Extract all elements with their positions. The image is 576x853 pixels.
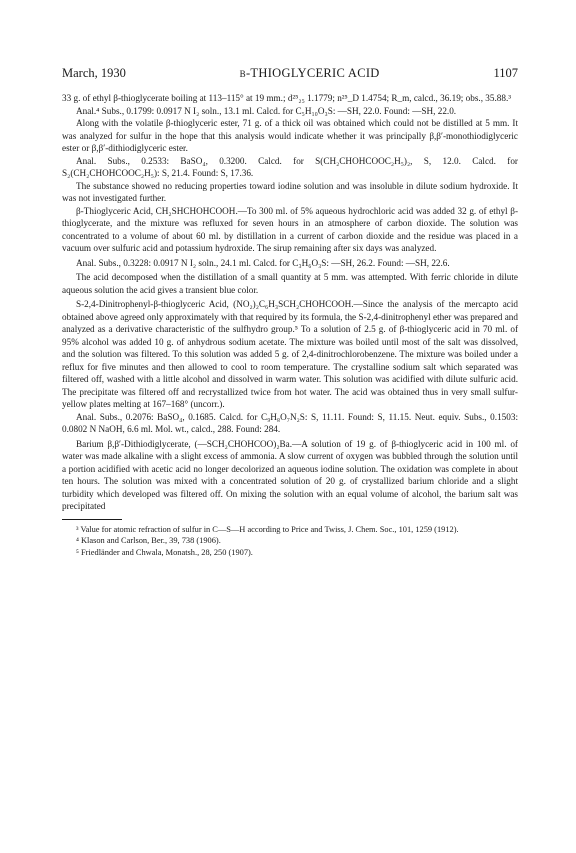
- footnotes: [62, 524, 518, 559]
- analysis-paragraph: Anal. Subs., 0.3228: 0.0917 N I₂ soln., 24.1 ml. Calcd. for C₃H₆O₃S: —SH, 26.2. Found: —SH, 22.6.: [76, 257, 450, 268]
- header-title: β-THIOGLYCERIC ACID: [239, 66, 380, 80]
- analysis-paragraph: Anal. Subs., 0.2076: BaSO₄, 0.1685. Calcd. for C₉H₈O₇N₂S: S, 11.11. Found: S, 11.15. Neut. equiv. Subs., 0.1503: 0.0802 N NaOH, 6.6 ml. Mol. wt., calcd., 288. Found: 284.: [62, 411, 518, 434]
- analysis-paragraph: Anal.⁴ Subs., 0.1799: 0.0917 N I₂ soln., 13.1 ml. Calcd. for C₅H₁₀O₃S: —SH, 22.0. Found: —SH, 22.0.: [76, 105, 457, 116]
- paragraph: Along with the volatile β-thioglyceric ester, 71 g. of a thick oil was obtained which could not be distilled at 5 mm. It was analyzed for sulfur in the hope that this analysis would indicate whether it was principally β,β′-monothiodiglyceric ester or β,β′-dithiodiglyceric ester.: [62, 118, 518, 153]
- footnote: ⁴ Klason and Carlson, Ber., 39, 738 (1906).: [76, 536, 221, 545]
- section-paragraph: S-2,4-Dinitrophenyl-β-thioglyceric Acid, (NO₂)₂C₆H₃SCH₂CHOHCOOH.—Since the analysis of the mercapto acid obtained above agreed only approximately with that required by its formula, the S-2,4-dinitrophenyl ether was prepared and analyzed as a derivative characteristic of the sulfhydro group.⁵ To a solution of 2.5 g. of β-thioglyceric acid in 70 ml. of 95% alcohol was added 10 g. of anhydrous sodium acetate. The mixture was boiled until most of the salt was dissolved, and the solution was filtered. To this solution was added 5 g. of 2,4-dinitrochlorobenzene. The mixture was boiled under a reflux for five minutes and then allowed to cool to room temperature. The crystalline sodium salt which separated was filtered off, washed with a little alcohol and dissolved in warm water. This solution was acidified with dilute sulfuric acid. The precipitate was filtered off and recrystallized twice from hot water. The acid was obtained thus in very small sulfur-yellow plates melting at 167–168° (uncorr.).: [62, 299, 518, 409]
- footnote-rule: [62, 519, 122, 520]
- journal-page: [62, 66, 518, 558]
- section-paragraph: β-Thioglyceric Acid, CH₂SHCHOHCOOH.—To 300 ml. of 5% aqueous hydrochloric acid was added 32 g. of ethyl β-thioglycerate, and the mixture was refluxed for seven hours in an atmosphere of carbon dioxide. The solution was concentrated to a volume of about 60 ml. by distillation in a current of carbon dioxide and the residue was placed in a vacuum over sulfuric acid and potassium hydroxide. The sirup remaining after six days was analyzed.: [62, 205, 518, 253]
- paragraph: 33 g. of ethyl β-thioglycerate boiling at 113–115° at 19 mm.; d²⁵₂₅ 1.1779; n²⁵_D 1.4754; R_m, calcd., 36.19; obs., 35.88.³: [62, 93, 512, 103]
- footnote: ⁵ Friedländer and Chwala, Monatsh., 28, 250 (1907).: [76, 547, 253, 557]
- paragraph: The substance showed no reducing properties toward iodine solution and was insoluble in dilute sodium hydroxide. It was not investigated further.: [62, 180, 518, 203]
- page-number: 1107: [493, 66, 518, 80]
- section-paragraph: Barium β,β′-Dithiodiglycerate, (—SCH₂CHOHCOO)₂Ba.—A solution of 19 g. of β-thioglyceric acid in 100 ml. of water was made alkaline with a slight excess of ammonia. A slow current of oxygen was bubbled through the solution until a portion acidified with acetic acid no longer decolorized an aqueous iodine solution. The oxidation was complete in about ten hours. The solution was mixed with a concentrated solution of 20 g. of crystallized barium chloride and a slight turbidity which developed was filtered off. On mixing the solution with an equal volume of alcohol, the barium salt was precipitated: [62, 438, 518, 511]
- paragraph: The acid decomposed when the distillation of a small quantity at 5 mm. was attempted. With ferric chloride in dilute aqueous solution the acid gives a transient blue color.: [62, 272, 518, 295]
- header-date: March, 1930: [62, 66, 126, 80]
- article-body: [62, 92, 518, 513]
- running-header: [62, 66, 518, 81]
- footnote: ³ Value for atomic refraction of sulfur in C—S—H according to Price and Twiss, J. Chem. Soc., 101, 1259 (1912).: [76, 524, 459, 534]
- analysis-paragraph: Anal. Subs., 0.2533: BaSO₄, 0.3200. Calcd. for S(CH₂CHOHCOOC₂H₅)₂, S, 12.0. Calcd. for S₂(CH₂CHOHCOOC₂H₅): S, 21.4. Found: S, 17.36.: [62, 155, 518, 178]
